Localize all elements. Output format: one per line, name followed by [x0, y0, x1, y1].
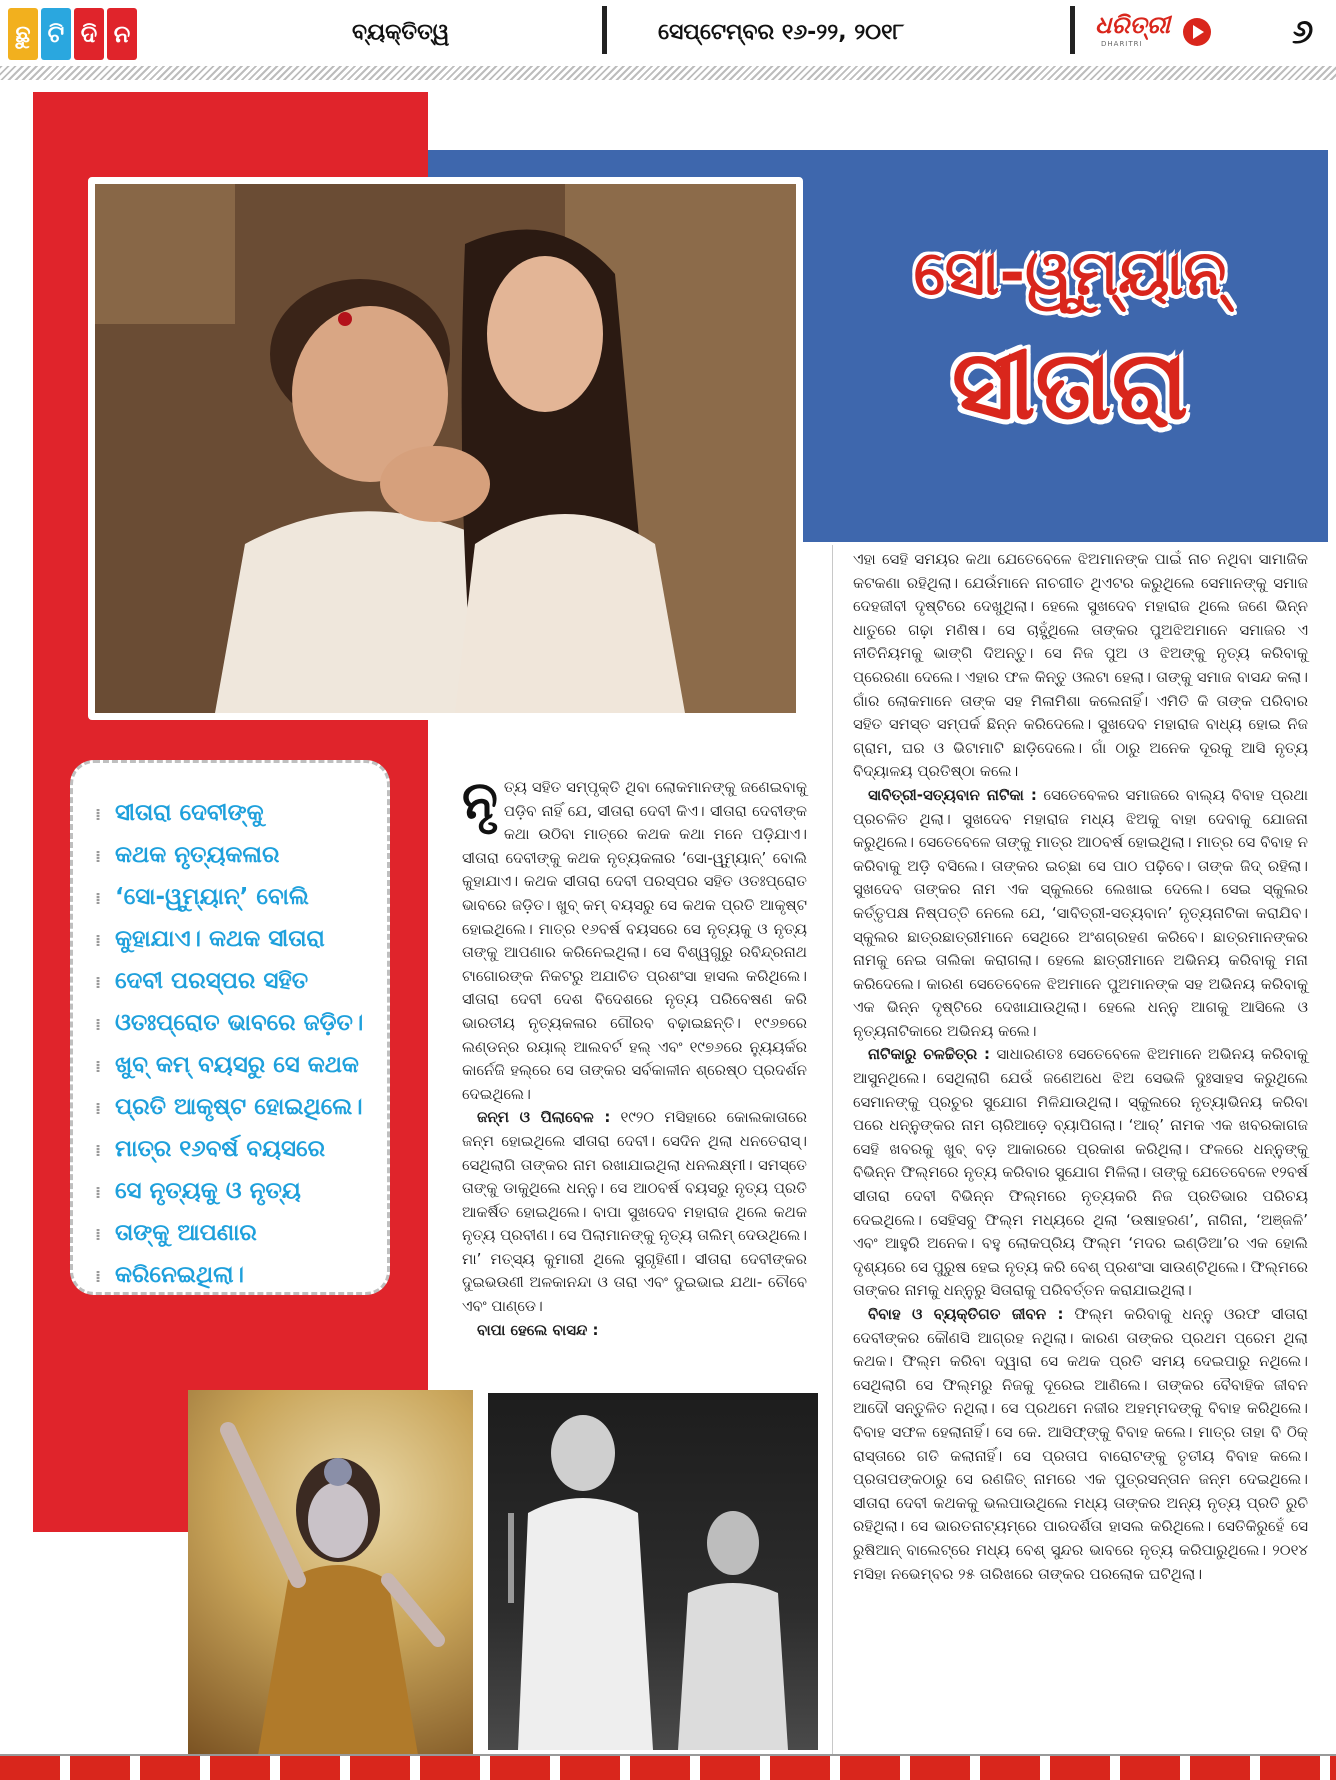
subheading: ଜନ୍ମ ଓ ପିଲାବେଳ :	[477, 1108, 611, 1127]
photo-two-women	[95, 184, 796, 713]
subheading: ସାବିତ୍ରୀ-ସତ୍ୟବାନ ନାଟିକା :	[868, 785, 1037, 804]
bullet-dot: ⁞	[95, 1015, 102, 1034]
quote-line: ⁞ ‘ସୋ-ୱୁମ୍ୟାନ୍’ ବୋଲି	[95, 877, 377, 919]
pull-quote-box	[70, 760, 390, 1295]
quote-line: ⁞ କୁହାଯାଏ। କଥକ ସୀତାରା	[95, 919, 377, 961]
dharitri-logo[interactable]	[1095, 10, 1181, 54]
quote-line: ⁞ କରିନେଇଥିଲା।	[95, 1255, 377, 1297]
page-number: ୬	[1292, 12, 1314, 52]
bullet-dot: ⁞	[95, 1057, 102, 1076]
section-marriage: ବିବାହ ଓ ବ୍ୟକ୍ତିଗତ ଜୀବନ : ଫିଲ୍ମ କରିବାକୁ ଧନ୍ନୁ ଓରଫ ସୀତାରା ଦେବୀଙ୍କର କୌଣସି ଆଗ୍ରହ ନଥିଲା। କାରଣ ତାଙ୍କର ପ୍ରଥମ ପ୍ରେମ ଥିଲା କଥକ। ଫିଲ୍ମ କରିବା ଦ୍ୱାରା ସେ କଥକ ପ୍ରତି ସମୟ ଦେଇପାରୁ ନଥିଲେ। ସେଥିଲାଗି ସେ ଫିଲ୍ମରୁ ନିଜକୁ ଦୂରେଇ ଆଣିଲେ। ତାଙ୍କର ବୈବାହିକ ଜୀବନ ଆଦୌ ସନ୍ତୁଳିତ ନଥିଲା। ସେ ପ୍ରଥମେ ନଜୀର ଅହମ୍ମଦଙ୍କୁ ବିବାହ କରିଥିଲେ। ବିବାହ ସଫଳ ହେଲାନାହିଁ। ସେ କେ. ଆସିଫ୍‌ଙ୍କୁ ବିବାହ କଲେ। ମାତ୍ର ତାହା ବି ଠିକ୍ ରାସ୍ତାରେ ଗତି କଲାନାହିଁ। ସେ ପ୍ରତାପ ବାରୋଟଙ୍କୁ ତୃତୀୟ ବିବାହ କଲେ। ପ୍ରତାପଙ୍କଠାରୁ ସେ ରଣଜିତ୍ ନାମରେ ଏକ ପୁତ୍ରସନ୍ତାନ ଜନ୍ମ ଦେଇଥିଲେ। ସୀତାରା ଦେବୀ କଥକକୁ ଭଲପାଉଥିଲେ ମଧ୍ୟ ତାଙ୍କର ଅନ୍ୟ ନୃତ୍ୟ ପ୍ରତି ରୁଚି ରହିଥିଲା। ସେ ଭାରତନାଟ୍ୟମ୍‌ରେ ପାରଦର୍ଶିତା ହାସଲ କରିଥିଲେ। ସେତିକିରୁହେଁ ସେ ରୁଷିଆନ୍ ବାଲେଟ୍‌ରେ ମଧ୍ୟ ବେଶ୍ ସୁନ୍ଦର ଭାବରେ ନୃତ୍ୟ କରିପାରୁଥିଲେ। ୨୦୧୪ ମସିହା ନଭେମ୍ବର ୨୫ ତାରିଖରେ ତାଙ୍କର ପରଲୋକ ଘଟିଥିଲା।	[853, 1305, 1308, 1583]
drop-cap: ନୃ	[462, 771, 498, 831]
article-intro: ନୃତ୍ୟ ସହିତ ସମ୍ପୃକ୍ତି ଥିବା ଲୋକମାନଙ୍କୁ ଜଣେଇବାକୁ ପଡ଼ିବ ନାହିଁ ଯେ, ସୀତାରା ଦେବୀ କିଏ। ସୀତାରା ଦେବୀଙ୍କ କଥା ଉଠିବା ମାତ୍ରେ କଥକ କଥା ମନେ ପଡ଼ିଯାଏ। ସୀତାରା ଦେବୀଙ୍କୁ କଥକ ନୃତ୍ୟକଳାର ‘ସୋ-ୱୁମ୍ୟାନ୍’ ବୋଲି କୁହାଯାଏ। କଥକ ସୀତାରା ଦେବୀ ପରସ୍ପର ସହିତ ଓତଃପ୍ରୋତ ଭାବରେ ଜଡ଼ିତ। ଖୁବ୍ କମ୍ ବୟସରୁ ସେ କଥକ ପ୍ରତି ଆକୃଷ୍ଟ ହୋଇଥିଲେ। ମାତ୍ର ୧୬ବର୍ଷ ବୟସରେ ସେ ନୃତ୍ୟକୁ ଓ ନୃତ୍ୟ ତାଙ୍କୁ ଆପଣାର କରିନେଇଥିଲା। ସେ ବିଶ୍ୱଗୁରୁ ରବିନ୍ଦ୍ରନାଥ ଟାଗୋରଙ୍କ ନିକଟରୁ ଅଯାଚିତ ପ୍ରଶଂସା ହାସଲ କରିଥିଲେ। ସୀତାରା ଦେବୀ ଦେଶ ବିଦେଶରେ ନୃତ୍ୟ ପରିବେଷଣ କରି ଭାରତୀୟ ନୃତ୍ୟକଳାର ଗୌରବ ବଢ଼ାଇଛନ୍ତି। ୧୯୬୭ରେ ଲଣ୍ଡନ୍‌ର ରୟାଲ୍ ଆଲବର୍ଟ ହଲ୍ ଏବଂ ୧୯୭୬ରେ ନ୍ୟୁୟର୍କର କାର୍ନେଜି ହଲ୍‌ରେ ସେ ତାଙ୍କର ସର୍ବକାଳୀନ ଶ୍ରେଷ୍ଠ ପ୍ରଦର୍ଶନ ଦେଇଥିଲେ।	[462, 771, 807, 1103]
headline	[830, 236, 1310, 442]
article-column-right	[853, 548, 1308, 1586]
quote-line: ⁞ ମାତ୍ର ୧୬ବର୍ଷ ବୟସରେ	[95, 1129, 377, 1171]
header-hatch-band	[0, 66, 1336, 80]
photo-man-and-woman	[488, 1393, 818, 1750]
headline-line-1: ସୋ-ୱୁମ୍ୟାନ୍	[913, 236, 1227, 309]
section-savitri: ସାବିତ୍ରୀ-ସତ୍ୟବାନ ନାଟିକା : ସେତେବେଳର ସମାଜରେ ବାଲ୍ୟ ବିବାହ ପ୍ରଥା ପ୍ରଚଳିତ ଥିଲା। ସୁଖଦେବ ମହାରାଜ ମଧ୍ୟ ଝିଅକୁ ବାହା ଦେବାକୁ ଯୋଜନା କରୁଥିଲେ। ସେତେବେଳେ ତାଙ୍କୁ ମାତ୍ର ଆଠବର୍ଷ ହୋଇଥିଲା। ମାତ୍ର ସେ ବିବାହ ନ କରିବାକୁ ଅଡ଼ି ବସିଲେ। ତାଙ୍କର ଇଚ୍ଛା ସେ ପାଠ ପଢ଼ିବେ। ତାଙ୍କ ଜିଦ୍ ରହିଲା। ସୁଖଦେବ ତାଙ୍କର ନାମ ଏକ ସ୍କୁଲରେ ଲେଖାଇ ଦେଲେ। ସେଇ ସ୍କୁଲର କର୍ତ୍ତୃପକ୍ଷ ନିଷ୍ପତ୍ତି ନେଲେ ଯେ, ‘ସାବିତ୍ରୀ-ସତ୍ୟବାନ’ ନୃତ୍ୟନାଟିକା କରାଯିବ। ସ୍କୁଲର ଛାତ୍ରଛାତ୍ରୀମାନେ ସେଥିରେ ଅଂଶଗ୍ରହଣ କରିବେ। ଛାତ୍ରମାନଙ୍କର ନାମକୁ ନେଇ ତାଲିକା କରାଗଲା। ହେଲେ ଛାତ୍ରୀମାନେ ଅଭିନୟ କରିବାକୁ ମନା କରିଦେଲେ। କାରଣ ସେତେବେଳେ ଝିଅମାନେ ପୁଅମାନଙ୍କ ସହ ଅଭିନୟ କରିବାକୁ ଏକ ଭିନ୍ନ ଦୃଷ୍ଟିରେ ଦେଖାଯାଉଥିଲା। ହେଲେ ଧନ୍ନୁ ଆଗକୁ ଆସିଲେ ଓ ନୃତ୍ୟନାଟିକାରେ ଅଭିନୟ କଲେ।	[853, 785, 1308, 1040]
bw-photo	[488, 1393, 818, 1750]
bullet-dot: ⁞	[95, 931, 102, 950]
subheading: ବିବାହ ଓ ବ୍ୟକ୍ତିଗତ ଜୀବନ :	[868, 1305, 1064, 1323]
quote-line: ⁞ ପ୍ରତି ଆକୃଷ୍ଟ ହୋଇଥିଲେ।	[95, 1087, 377, 1129]
quote-line: ⁞ ଦେବୀ ପରସ୍ପର ସହିତ	[95, 961, 377, 1003]
bullet-dot: ⁞	[95, 889, 102, 908]
bullet-dot: ⁞	[95, 1099, 102, 1118]
logo-subtext: DHARITRI	[1101, 40, 1143, 48]
play-icon[interactable]	[1183, 18, 1211, 46]
masthead-letter-4: ନ	[107, 8, 137, 60]
photo-kathak-dancer	[188, 1390, 473, 1755]
masthead-letter-3: ଦି	[74, 8, 104, 60]
bullet-dot: ⁞	[95, 1141, 102, 1160]
section-birth: ଜନ୍ମ ଓ ପିଲାବେଳ : ୧୯୨୦ ମସିହାରେ କୋଲକାତାରେ ଜନ୍ମ ହୋଇଥିଲେ ସୀତାରା ଦେବୀ। ସେଦିନ ଥିଲା ଧନତେରାସ୍। ସେଥିଲାଗି ତାଙ୍କର ନାମ ରଖାଯାଇଥିଲା ଧନଲକ୍ଷ୍ମୀ। ସମସ୍ତେ ତାଙ୍କୁ ଡାକୁଥିଲେ ଧନ୍ନୁ। ସେ ଆଠବର୍ଷ ବୟସରୁ ନୃତ୍ୟ ପ୍ରତି ଆକର୍ଷିତ ହୋଇଥିଲେ। ବାପା ସୁଖଦେବ ମହାରାଜ ଥିଲେ କଥକ ନୃତ୍ୟ ପ୍ରବୀଣ। ସେ ପିଲାମାନଙ୍କୁ ନୃତ୍ୟ ତାଲିମ୍ ଦେଉଥିଲେ। ମା’ ମତ୍ସ୍ୟ କୁମାରୀ ଥିଲେ ସୁଗୃହିଣୀ। ସୀତାରା ଦେବୀଙ୍କର ଦୁଇଭଉଣୀ ଅଳକାନନ୍ଦା ଓ ତାରା ଏବଂ ଦୁଇଭାଇ ଯଥା- ଚୌବେ ଏବଂ ପାଣ୍ଡେ।	[462, 1108, 807, 1316]
masthead-letter-2: ଟି	[41, 8, 71, 60]
column-divider	[832, 545, 833, 1755]
bullet-dot: ⁞	[95, 1267, 102, 1286]
footer-band	[0, 1756, 1336, 1780]
quote-line: ⁞ ସେ ନୃତ୍ୟକୁ ଓ ନୃତ୍ୟ	[95, 1171, 377, 1213]
main-photo	[88, 177, 803, 720]
logo-text: ଧରିତ୍ରୀ	[1095, 10, 1170, 39]
headline-line-2: ସୀତାରା	[951, 329, 1189, 442]
bullet-dot: ⁞	[95, 847, 102, 866]
quote-line: ⁞ କଥକ ନୃତ୍ୟକଳାର	[95, 835, 377, 877]
header-divider	[1070, 6, 1075, 54]
quote-line: ⁞ ତାଙ୍କୁ ଆପଣାର	[95, 1213, 377, 1255]
dancer-photo	[188, 1390, 473, 1755]
subheading: ନାଟିକାରୁ ଚଳଚ୍ଚିତ୍ର :	[868, 1045, 991, 1064]
section-title: ବ୍ୟକ୍ତିତ୍ୱ	[352, 20, 450, 45]
bullet-dot: ⁞	[95, 1225, 102, 1244]
masthead-letter-1: ଛୁ	[8, 8, 38, 60]
bullet-dot: ⁞	[95, 805, 102, 824]
bullet-dot: ⁞	[95, 1183, 102, 1202]
issue-date: ସେପ୍ଟେମ୍ବର ୧୬-୨୨, ୨୦୧୮	[658, 20, 905, 45]
quote-line: ⁞ ସୀତାରା ଦେବୀଙ୍କୁ	[95, 793, 377, 835]
quote-line: ⁞ ଖୁବ୍ କମ୍ ବୟସରୁ ସେ କଥକ	[95, 1045, 377, 1087]
quote-line: ⁞ ଓତଃପ୍ରୋତ ଭାବରେ ଜଡ଼ିତ।	[95, 1003, 377, 1045]
subheading: ବାପା ହେଲେ ବାସନ୍ଦ :	[477, 1320, 599, 1339]
section-father-outcast-head	[462, 1319, 807, 1343]
bullet-dot: ⁞	[95, 973, 102, 992]
masthead	[8, 8, 137, 60]
article-column-middle	[462, 771, 807, 1342]
header-divider	[602, 6, 607, 54]
page-header	[0, 0, 1336, 66]
section-father-outcast: ଏହା ସେହି ସମୟର କଥା ଯେତେବେଳେ ଝିଅମାନଙ୍କ ପାଇଁ ନାଚ ନଥିବା ସାମାଜିକ କଟକଣା ରହିଥିଲା। ଯେଉଁମାନେ ନାଚଗୀତ ଥିଏଟର କରୁଥିଲେ ସେମାନଙ୍କୁ ସମାଜ ଦେହଜୀବୀ ଦୃଷ୍ଟିରେ ଦେଖୁଥିଲା। ହେଲେ ସୁଖଦେବ ମହାରାଜ ଥିଲେ ଜଣେ ଭିନ୍ନ ଧାତୁରେ ଗଢ଼ା ମଣିଷ। ସେ ଚାହୁଁଥିଲେ ତାଙ୍କର ପୁଅଝିଅମାନେ ସମାଜର ଏ ନୀତିନିୟମକୁ ଭାଙ୍ଗି ଦିଅନ୍ତୁ। ସେ ନିଜ ପୁଅ ଓ ଝିଅଙ୍କୁ ନୃତ୍ୟ କରିବାକୁ ପ୍ରେରଣା ଦେଲେ। ଏହାର ଫଳ କିନ୍ତୁ ଓଲଟା ହେଲା। ତାଙ୍କୁ ସମାଜ ବାସନ୍ଦ କଲା। ଗାଁର ଲୋକମାନେ ତାଙ୍କ ସହ ମିଳାମିଶା କଲେନାହିଁ। ଏମିତି କି ତାଙ୍କ ପରିବାର ସହିତ ସମସ୍ତ ସମ୍ପର୍କ ଛିନ୍ନ କରିଦେଲେ। ସୁଖଦେବ ମହାରାଜ ବାଧ୍ୟ ହୋଇ ନିଜ ଗ୍ରାମ, ଘର ଓ ଭିଟାମାଟି ଛାଡ଼ିଦେଲେ। ଗାଁ ଠାରୁ ଅନେକ ଦୂରକୁ ଆସି ନୃତ୍ୟ ବିଦ୍ୟାଳୟ ପ୍ରତିଷ୍ଠା କଲେ।	[853, 550, 1308, 781]
section-films: ନାଟିକାରୁ ଚଳଚ୍ଚିତ୍ର : ସାଧାରଣତଃ ସେତେବେଳେ ଝିଅମାନେ ଅଭିନୟ କରିବାକୁ ଆସୁନଥିଲେ। ସେଥିଲାଗି ଯେଉଁ ଜଣେଅଧେ ଝିଅ ସେଭଳି ଦୁଃସାହସ କରୁଥିଲେ ସେମାନଙ୍କୁ ପ୍ରଚୁର ସୁଯୋଗ ମିଳିଯାଉଥିଲା। ସ୍କୁଲରେ ନୃତ୍ୟାଭିନୟ କରିବା ପରେ ଧନ୍ନୁଙ୍କର ନାମ ଚାରିଆଡ଼େ ବ୍ୟାପିଗଲା। ‘ଆର୍’ ନାମକ ଏକ ଖବରକାଗଜ ସେହି ଖବରକୁ ଖୁବ୍ ବଡ଼ ଆକାରରେ ପ୍ରକାଶ କରିଥିଲା। ଫଳରେ ଧନ୍ନୁଙ୍କୁ ବିଭିନ୍ନ ଫିଲ୍ମରେ ନୃତ୍ୟ କରିବାର ସୁଯୋଗ ମିଳିଲା। ତାଙ୍କୁ ଯେତେବେଳେ ୧୨ବର୍ଷ ସୀତାରା ଦେବୀ ବିଭିନ୍ନ ଫିଲ୍ମରେ ନୃତ୍ୟକରି ନିଜ ପ୍ରତିଭାର ପରିଚୟ ଦେଇଥିଲେ। ସେହିସବୁ ଫିଲ୍ମ ମଧ୍ୟରେ ଥିଲା ‘ଉଷାହରଣ’, ନାଗିନା, ‘ଅଞ୍ଜଳି’ ଏବଂ ଆହୁରି ଅନେକ। ବହୁ ଲୋକପ୍ରିୟ ଫିଲ୍ମ ‘ମଦର ଇଣ୍ଡିଆ’ର ଏକ ହୋଲି ଦୃଶ୍ୟରେ ସେ ପୁରୁଷ ହେଇ ନୃତ୍ୟ କରି ବେଶ୍ ପ୍ରଶଂସା ସାଉଣ୍ଟିଥିଲେ। ଫିଲ୍ମରେ ତାଙ୍କର ନାମକୁ ଧନ୍ନୁରୁ ସିତାରାକୁ ପରିବର୍ତ୍ତନ କରାଯାଇଥିଲା।	[853, 1045, 1309, 1300]
